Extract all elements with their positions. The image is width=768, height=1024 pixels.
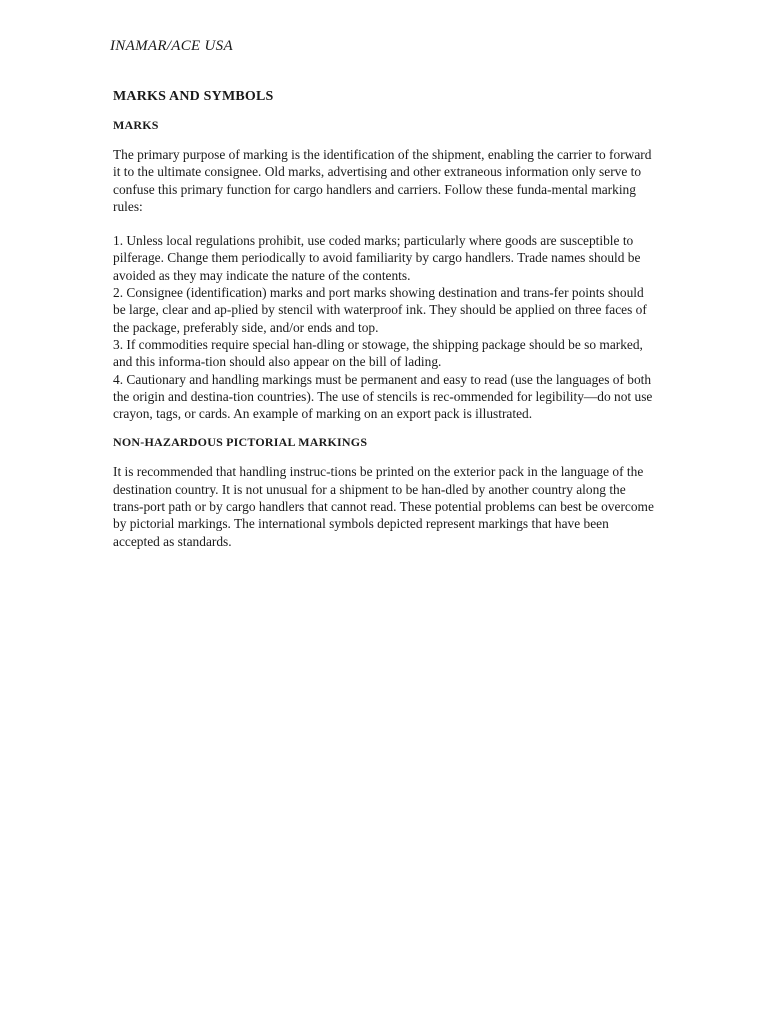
marking-rule-4: 4. Cautionary and handling markings must be permanent and easy to read (use the languages of both the origin and destina-tion countries). The use of stencils is rec-ommended for legibility—do not use crayon, tags, or cards. An example of marking on an export pack is illustrated. [113, 371, 653, 422]
paragraph-spacer [113, 215, 658, 232]
document-body [113, 89, 658, 550]
marking-rule-2: 2. Consignee (identification) marks and port marks showing destination and trans-fer points should be large, clear and ap-plied by stencil with waterproof ink. They should be applied on three faces of the package, preferably side, and/or ends and top. [113, 285, 647, 335]
paragraph-spacer [113, 422, 658, 435]
marking-rule-3: 3. If commodities require special han-dling or stowage, the shipping package should be so marked, and this informa-tion should also appear on the bill of lading. [113, 336, 643, 370]
marking-rule-1: 1. Unless local regulations prohibit, use coded marks; particularly where goods are susceptible to pilferage. Change them periodically to avoid familiarity by cargo handlers. Trade names should be avoided as they may indicate the nature of the contents. [113, 233, 641, 283]
section-heading-pictorial-markings: NON-HAZARDOUS PICTORIAL MARKINGS [113, 435, 368, 450]
section-heading-marks: MARKS [113, 118, 159, 132]
pictorial-markings-paragraph: It is recommended that handling instruc-tions be printed on the exterior pack in the language of the destination country. It is not unusual for a shipment to be han-dled by another country along the trans-port path or by cargo handlers that cannot read. These potential problems can best be overcome by pictorial markings. The international symbols depicted represent markings that have been accepted as standards. [113, 464, 654, 549]
marks-intro-paragraph: The primary purpose of marking is the identification of the shipment, enabling the carrier to forward it to the ultimate consignee. Old marks, advertising and other extraneous information only serve to confuse this primary function for cargo handlers and carriers. Follow these funda-mental marking rules: [113, 147, 652, 214]
running-header: INAMAR/ACE USA [110, 38, 233, 54]
document-title: MARKS AND SYMBOLS [113, 89, 274, 104]
